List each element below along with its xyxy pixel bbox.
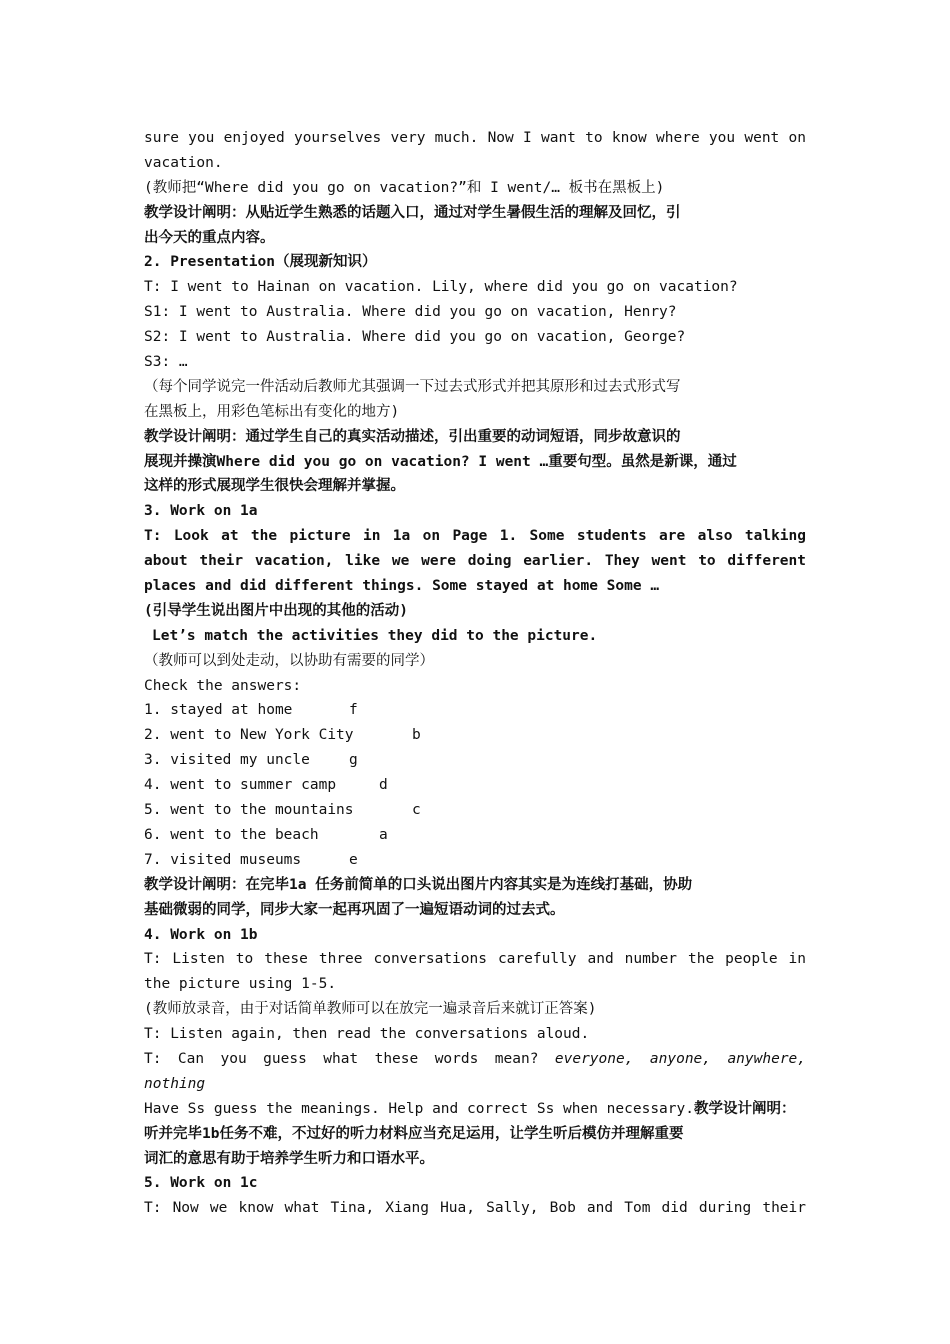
answer-row [144,748,806,773]
section-heading: 5. Work on 1c [144,1175,258,1192]
answer-row [144,798,806,823]
dialogue-line: T: I went to Hainan on vacation. Lily, where did you go on vacation? [144,279,738,296]
answer-row [144,823,806,848]
dialogue-line: S1: I went to Australia. Where did you go on vacation, Henry? [144,304,677,321]
answer-row [144,848,806,873]
intro-line: sure you enjoyed yourselves very much. Now I want to know where you went on [144,130,806,146]
dialogue-line: the picture using 1-5. [144,976,337,993]
guess-words: nothing [144,1075,206,1092]
answer-row [144,773,806,798]
design-note: 词汇的意思有助于培养学生听力和口语水平。 [144,1150,434,1167]
answer-item: 7. visited museums [144,851,302,868]
section-heading: 3. Work on 1a [144,503,258,520]
answer-key: c [412,802,421,819]
answer-item: 4. went to summer camp [144,777,337,794]
answer-key: b [412,727,421,744]
design-note: 教学设计阐明：通过学生自己的真实活动描述，引出重要的动词短语，同步故意识的 [144,428,681,445]
answer-item: 6. went to the beach [144,826,319,843]
dialogue-line [144,1072,806,1097]
design-note: 教学设计阐明： [693,1100,796,1117]
answer-row [144,698,806,723]
instruction-line: Let’s match the activities they did to the picture. [152,627,598,644]
teacher-note: 在黑板上，用彩色笔标出有变化的地方) [144,403,400,420]
answer-key: e [349,851,358,868]
dialogue-line: places and did different things. Some stayed at home Some … [144,578,660,595]
dialogue-line: T: Now we know what Tina, Xiang Hua, Sally, Bob and Tom did during their [144,1200,806,1217]
answer-item: 1. stayed at home [144,702,293,719]
design-note: 这样的形式展现学生很快会理解并掌握。 [144,478,405,495]
dialogue-line: T: Listen again, then read the conversations aloud. [144,1026,590,1043]
document-page [144,126,806,1221]
instruction-line [144,1097,806,1122]
design-note: 听并完毕1b任务不难，不过好的听力材料应当充足运用，让学生听后模仿并理解重要 [144,1125,684,1142]
answer-item: 2. went to New York City [144,727,354,744]
section-heading: 4. Work on 1b [144,926,258,943]
intro-line: vacation. [144,154,223,171]
design-note: 教学设计阐明：从贴近学生熟悉的话题入口，通过对学生暑假生活的理解及回忆，引 [144,204,681,221]
instruction-text: Have Ss guess the meanings. Help and correct Ss when necessary. [144,1100,694,1117]
dialogue-line: S2: I went to Australia. Where did you go on vacation, George? [144,329,686,346]
teacher-note: (引导学生说出图片中出现的其他的活动) [144,602,408,619]
answer-item: 5. went to the mountains [144,802,354,819]
teacher-note: （教师可以到处走动，以协助有需要的同学） [144,652,434,669]
check-answers-label: Check the answers: [144,677,302,694]
dialogue-line [144,1047,806,1072]
dialogue-line: T: Listen to these three conversations carefully and number the people in [144,951,806,968]
answer-key: a [379,826,388,843]
design-note: 展现并操演Where did you go on vacation? I went …重要句型。虽然是新课，通过 [144,453,737,470]
dialogue-line: S3: … [144,354,188,371]
design-note: 教学设计阐明：在完毕1a 任务前简单的口头说出图片内容其实是为连线打基础，协助 [144,876,693,893]
answer-row [144,723,806,748]
section-heading: 2. Presentation（展现新知识） [144,254,377,271]
teacher-note: (教师放录音，由于对话简单教师可以在放完一遍录音后来就订正答案) [144,1001,597,1018]
answer-key: f [349,702,358,719]
answer-key: g [349,752,358,769]
answer-key: d [379,777,388,794]
teacher-note: （每个同学说完一件活动后教师尤其强调一下过去式形式并把其原形和过去式形式写 [144,378,681,395]
answer-item: 3. visited my uncle [144,752,310,769]
dialogue-line: T: Look at the picture in 1a on Page 1. Some students are also talking [144,528,806,545]
design-note: 基础微弱的同学，同步大家一起再巩固了一遍短语动词的过去式。 [144,901,565,918]
dialogue-line: about their vacation, like we were doing earlier. They went to different [144,553,806,570]
guess-words: everyone, anyone, anywhere, [554,1050,806,1067]
guess-prompt: T: Can you guess what these words mean? [144,1050,539,1067]
design-note: 出今天的重点内容。 [144,229,275,246]
teacher-note: (教师把“Where did you go on vacation?”和 I went/… 板书在黑板上) [144,179,665,196]
